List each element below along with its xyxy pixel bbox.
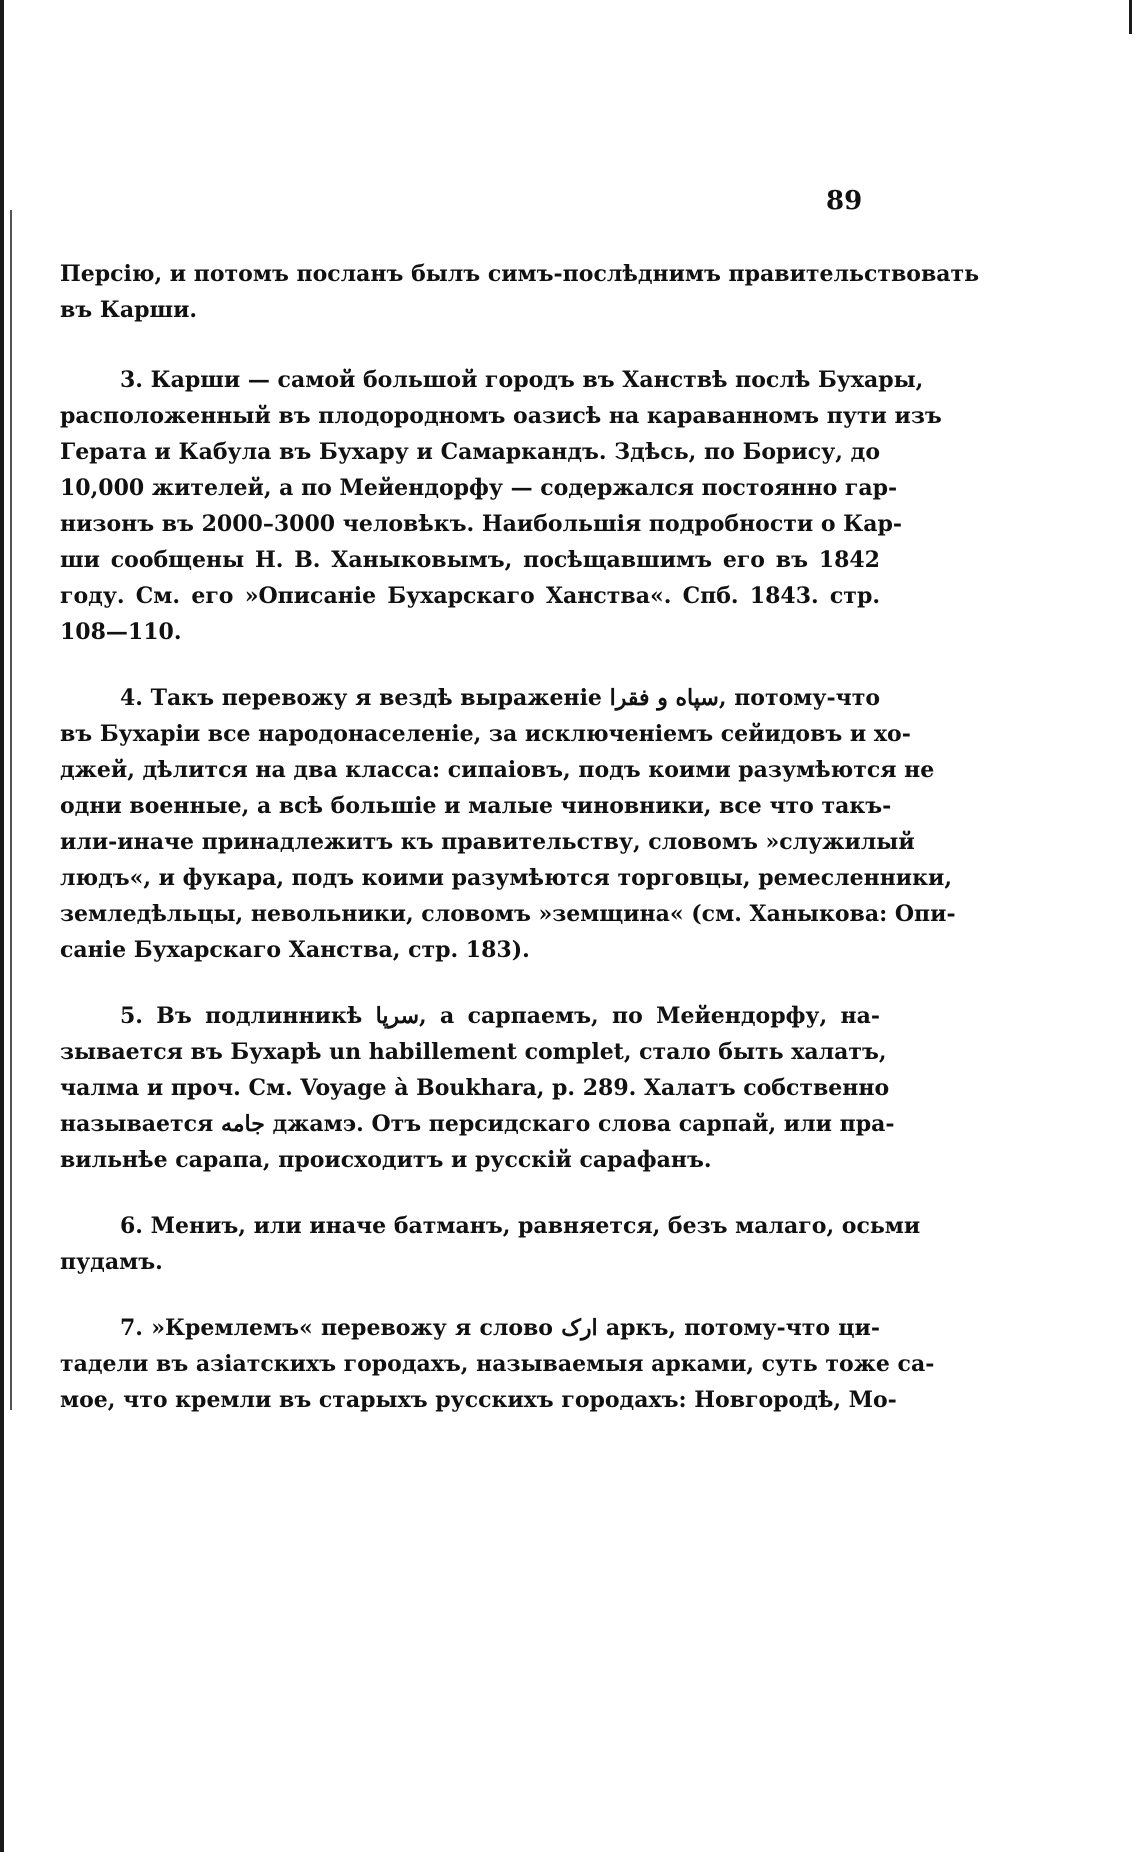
text-line: земледѣльцы, невольники, словомъ »земщина« (см. Ханыкова: Опи-	[60, 901, 956, 927]
footnote-5	[60, 998, 895, 1178]
text-line: людъ«, и фукара, подъ коими разумѣются торговцы, ремесленники,	[60, 865, 952, 891]
text-line: чалма и проч. См. Voyage à Boukhara, p. 289. Халатъ собственно	[60, 1075, 890, 1101]
text-line: въ Карши.	[60, 297, 198, 323]
footnote-4	[60, 680, 956, 968]
text-line: 10,000 жителей, а по Мейендорфу — содержался постоянно гар-	[60, 475, 898, 501]
text-line: 6. Мениъ, или иначе батманъ, равняется, безъ малаго, осьми	[120, 1213, 921, 1239]
scan-border-right	[1129, 0, 1132, 34]
text-line: тадели въ азіатскихъ городахъ, называемыя арками, суть тоже са-	[60, 1351, 935, 1377]
footnote-7	[60, 1310, 935, 1418]
text-line: году. См. его »Описаніе Бухарскаго Ханства«. Спб. 1843. стр.	[60, 583, 880, 609]
text-line: низонъ въ 2000–3000 человѣкъ. Наибольшія подробности о Кар-	[60, 511, 902, 537]
text-line: называется جامه джамэ. Отъ персидскаго слова сарпай, или пра-	[60, 1111, 895, 1137]
page-number: 89	[826, 186, 863, 216]
footnote-6	[60, 1208, 921, 1280]
footnote-3	[60, 362, 942, 650]
text-line: ши сообщены Н. В. Ханыковымъ, посѣщавшимъ его въ 1842	[60, 547, 880, 573]
text-line: джей, дѣлится на два класса: сипаіовъ, подъ коими разумѣются не	[60, 757, 935, 783]
text-line: 108—110.	[60, 619, 182, 645]
text-line: 4. Такъ перевожу я вездѣ выраженіе سپاه و فقرا, потому-что	[120, 685, 881, 711]
text-line: 5. Въ подлинникѣ سرپا, а сарпаемъ, по Мейендорфу, на-	[120, 1003, 881, 1029]
text-line: зывается въ Бухарѣ un habillement complet, стало быть халатъ,	[60, 1039, 887, 1065]
text-line: одни военные, а всѣ большіе и малые чиновники, все что такъ-	[60, 793, 892, 819]
scan-border-left-inner	[10, 210, 12, 1410]
text-line: въ Бухаріи все народонаселеніе, за исключеніемъ сейидовъ и хо-	[60, 721, 911, 747]
text-line: Персію, и потомъ посланъ былъ симъ-послѣднимъ правительствовать	[60, 261, 980, 287]
text-line: расположенный въ плодородномъ оазисѣ на караванномъ пути изъ	[60, 403, 942, 429]
scan-border-left	[0, 0, 4, 1852]
text-line: вильнѣе сарапа, происходитъ и русскій сарафанъ.	[60, 1147, 712, 1173]
text-line: 7. »Кремлемъ« перевожу я слово ارک аркъ, потому-что ци-	[120, 1315, 880, 1341]
paragraph	[60, 256, 980, 328]
text-line: саніе Бухарскаго Ханства, стр. 183).	[60, 937, 530, 963]
text-line: мое, что кремли въ старыхъ русскихъ городахъ: Новгородѣ, Мо-	[60, 1387, 897, 1413]
text-line: Герата и Кабула въ Бухару и Самаркандъ. Здѣсь, по Борису, до	[60, 439, 880, 465]
text-line: 3. Карши — самой большой городъ въ Ханствѣ послѣ Бухары,	[120, 367, 924, 393]
text-line: пудамъ.	[60, 1249, 163, 1275]
page-body	[60, 256, 980, 1418]
text-line: или-иначе принадлежитъ къ правительству, словомъ »служилый	[60, 829, 915, 855]
